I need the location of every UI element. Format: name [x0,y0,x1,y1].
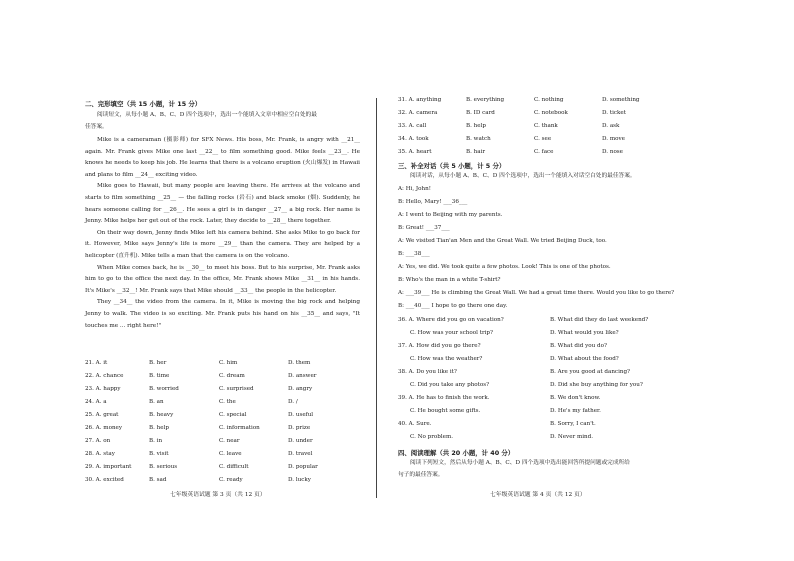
choice-right: B. Are you good at dancing? [550,369,631,375]
dialogue-line: B: Who's the man in a white T-shirt? [398,277,501,283]
option-a: 31. A. anything [398,97,442,103]
page-footer: 七年级英语试题 第 3 页（共 12 页） [170,492,266,498]
option-d: D. something [602,97,640,103]
passage-paragraph: On their way down, Jenny finds Mike left his camera behind. She asks Mike to go back for it. However, Mike says Jenny's life is more __29__ than the camera. They are helped by a helicopter (直升机). Mike tells a man that the camera is on the volcano. [85,229,360,259]
passage-paragraph: Mike goes to Hawaii, but many people are leaving there. He arrives at the volcano and starts to film something __25__ — the falling rocks (岩石) and black smoke (烟). Suddenly, he hears someone calling for __26__. He sees a girl is in danger __27__ a big rock. Her name is Jenny. Mike helps her get out of the rock. Later, they decide to __28__ there together. [85,183,360,225]
option-c: C. nothing [534,97,564,103]
option-d: D. prize [288,425,311,431]
option-b: B. watch [466,136,491,142]
choice-right: D. He's my father. [550,408,601,414]
option-d: D. nose [602,149,623,155]
option-b: B. an [149,399,164,405]
option-b: B. her [149,360,167,366]
dialogue-line: A: ___39___ He is climbing the Great Wall. We had a great time there. Would you like to go there? [398,290,675,296]
option-a: 28. A. stay [85,451,115,457]
option-c: C. leave [219,451,242,457]
option-b: B. sad [149,477,167,483]
instruction-line: 句子的最佳答案。 [398,471,444,478]
choice-right: B. What did you do? [550,343,607,349]
option-a: 30. A. excited [85,477,124,483]
option-b: B. everything [466,97,505,103]
option-d: D. ticket [602,110,626,116]
page-footer: 七年级英语试题 第 4 页（共 12 页） [490,492,586,498]
option-c: C. information [219,425,260,431]
choice-left: C. No problem. [410,434,454,440]
choice-right: D. What about the food? [550,356,619,362]
dialogue-line: A: Hi, John! [398,186,431,192]
choice-left: C. How was the weather? [410,356,483,362]
dialogue-line: A: We visited Tian'an Men and the Great Wall. We tried Beijing Duck, too. [398,238,607,244]
option-b: B. heavy [149,412,174,418]
option-c: C. the [219,399,236,405]
option-b: B. time [149,373,170,379]
option-a: 23. A. happy [85,386,121,392]
option-a: 21. A. it [85,360,108,366]
option-b: B. worried [149,386,179,392]
choice-left: C. Did you take any photos? [410,382,490,388]
option-a: 32. A. camera [398,110,438,116]
option-c: C. him [219,360,238,366]
option-c: C. dream [219,373,245,379]
section4-title: 四、阅读理解（共 20 小题，计 40 分） [398,449,515,457]
option-b: B. visit [149,451,169,457]
option-b: B. ID card [466,110,495,116]
dialogue-line: B: ___40___ I hope to go there one day. [398,303,508,309]
option-a: 29. A. important [85,464,132,470]
instruction-line: 阅读对话，从每小题 A、B、C、D 四个选项中，选出一个能填入对话空白处的最佳答案。 [410,173,636,179]
option-c: C. face [534,149,554,155]
choice-left: 39. A. He has to finish the work. [398,395,490,401]
section2-instructions [85,110,360,133]
option-b: B. hair [466,149,486,155]
option-c: C. difficult [219,464,249,470]
section2-title: 二、完形填空（共 15 小题，计 15 分） [85,100,202,108]
option-d: D. useful [288,412,314,418]
option-c: C. near [219,438,240,444]
choice-right: D. What would you like? [550,330,619,336]
choice-right: D. Never mind. [550,434,594,440]
instruction-line: 阅读短文，从每小题 A、B、C、D 四个选项中，选出一个能填入文章中相应空白处的最 [97,112,317,118]
option-b: B. help [466,123,486,129]
instruction-line: 阅读下列短文，然后从每小题 A、B、C、D 四个选项中选出能回答所提问题或完成所给 [410,460,630,466]
option-a: 34. A. took [398,136,429,142]
column-divider [376,98,377,498]
option-d: D. lucky [288,477,311,483]
option-d: D. move [602,136,625,142]
dialogue-line: B: Great! ___37___ [398,225,450,231]
choice-right: B. What did they do last weekend? [550,317,649,323]
option-a: 35. A. heart [398,149,432,155]
section3-title: 三、补全对话（共 5 小题，计 5 分） [398,162,506,170]
option-d: D. travel [288,451,313,457]
section4-instructions [398,458,688,481]
option-d: D. under [288,438,313,444]
option-a: 26. A. money [85,425,123,431]
option-a: 27. A. on [85,438,111,444]
option-d: D. popular [288,464,318,470]
choice-right: D. Did she buy anything for you? [550,382,643,388]
option-d: D. them [288,360,311,366]
option-d: D. ask [602,123,620,129]
option-c: C. special [219,412,247,418]
dialogue-line: B: Hello, Mary! ___36___ [398,199,468,205]
section3-instructions [398,171,688,183]
passage-paragraph: When Mike comes back, he is __30__ to meet his boss. But to his surprise, Mr. Frank asks him to go to the office the next day. In the office, Mr. Frank shows Mike __31__ in his hands. It's Mike's __32__! Mr. Frank says that Mike should __33__ the people in the helicopter. [85,264,360,294]
instruction-line: 佳答案。 [85,123,108,130]
option-b: B. serious [149,464,178,470]
cloze-passage [85,135,360,332]
choice-left: C. How was your school trip? [410,330,494,336]
option-a: 25. A. great [85,412,119,418]
dialogue-line: B: ___38___ [398,251,430,257]
left-page [0,0,384,561]
passage-paragraph: They __34__ the video from the camera. In it, Mike is moving the big rock and helping Jenny to walk. The video is so exciting. Mr. Frank puts his hand on his __35__ and says, "It touches me ... right here!" [85,299,360,329]
choice-left: C. He bought some gifts. [410,408,481,414]
option-c: C. surprised [219,386,254,392]
option-d: D. answer [288,373,317,379]
choice-left: 38. A. Do you like it? [398,369,457,375]
option-d: D. / [288,399,298,405]
option-c: C. notebook [534,110,568,116]
option-b: B. help [149,425,169,431]
dialogue-line: A: Yes, we did. We took quite a few photos. Look! This is one of the photos. [398,264,611,270]
option-a: 22. A. chance [85,373,124,379]
option-b: B. in [149,438,163,444]
right-page [384,0,794,561]
choice-left: 40. A. Sure. [398,421,432,427]
option-a: 33. A. call [398,123,427,129]
option-c: C. thank [534,123,558,129]
option-d: D. angry [288,386,313,392]
choice-right: B. Sorry, I can't. [550,421,596,427]
passage-paragraph: Mike is a cameraman (摄影师) for SFX News. His boss, Mr. Frank, is angry with __21__ again. Mr. Frank gives Mike one last __22__ to film something good. Mike feels __23__. He knows he needs to keep his job. He learns that there is a volcano eruption (火山爆发) in Hawaii and plans to film __24__ exciting video. [85,137,360,178]
option-c: C. ready [219,477,243,483]
dialogue-line: A: I went to Beijing with my parents. [398,212,503,218]
option-c: C. see [534,136,552,142]
choice-left: 37. A. How did you go there? [398,343,481,349]
option-a: 24. A. a [85,399,107,405]
choice-left: 36. A. Where did you go on vacation? [398,317,504,323]
choice-right: B. We don't know. [550,395,601,401]
